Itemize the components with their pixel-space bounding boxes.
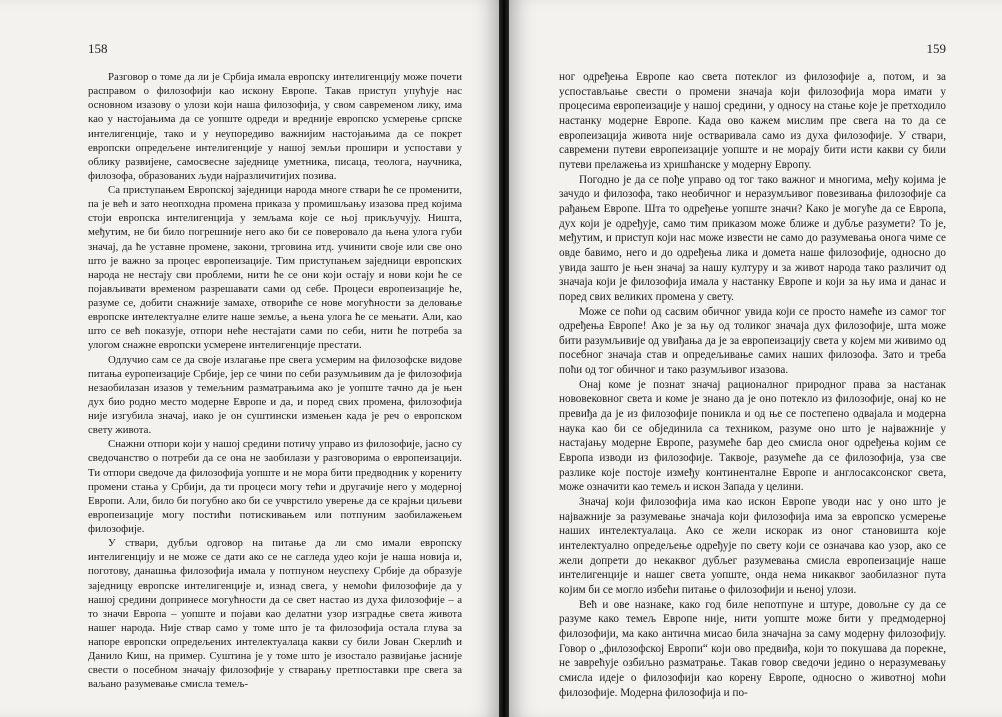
paragraph: Већ и ове назнаке, како год биле непотпуне и штуре, довољне су да се разуме како темељ Европе није, нити уопште може бити у предмодерној филозофији, ма како антична мисао била значајна за саму модерну филозофију. Говор о „филозофској Европи“ који ово предвиђа, који то покушава да порекне, не заврећује озбиљно разматрање. Такав говор сведочи једино о неразумевању смисла идеје о филозофији као корену Европе, односно о животној моћи филозофије. Модерна филозофија и по- (559, 598, 946, 699)
paragraph: У ствари, дубљи одговор на питање да ли смо имали европску интелигенцију и не може се дати ако се не сагледа удео који је наша новија и, поготову, данашња филозофија имала у потпуном неуспеху Србије да образује заједницу европске интелигенције и, изнад свега, у немоћи филозофије да у нашој средини допринесе могућности да се свет настао из духа филозофије – а то значи Европа – уопште и појави као делатни узор изградње света живота нашег народа. Није ствар само у томе што је та филозофија остала глува за напоре европски опредељених интелектуалаца какви су били Јован Скерлић и Данило Киш, на пример. Суштина је у томе што је изостало развијање јасније свести о посебном значају филозофије у стварању претпоставки пре свега за ваљано разумевање смисла темељ- (88, 537, 462, 691)
paragraph: Значај који филозофија има као искон Европе уводи нас у оно што је најважније за разумевање значаја који филозофија има за европско усмерење наших интелектуалаца. Ако се жели искорак из оног становишта које интелектуално опредељење одређује по свету који се означава као узор, ако се жели допрети до некаквог дубљег разумевања смисла европеизације наше интелигенције и нашег света уопште, онда нема никаквог заобилазног пута којим би се могло избећи питање о филозофији и њеној улози. (559, 496, 946, 596)
book-gutter (499, 0, 509, 717)
left-page (0, 0, 499, 717)
page-number: 159 (926, 41, 946, 56)
page-number: 158 (88, 41, 108, 56)
page-body (559, 70, 946, 700)
paragraph: Разговор о томе да ли је Србија имала европску интелигенцију може почети расправом о филозофији као искону Европе. Такав приступ упућује нас основном изазову о улози који наша филозофија, у свом савременом лику, има као у настојањима да се уопште одреди и вредније европско усмерење српске интелигенције, тако и у неупоредиво важнијим настојањима да се покрет европски опредељене интелигенције у нашој земљи прошири и успостави у облику развијене, самосвесне заједнице уметника, писаца, теолога, научника, филозофа, образованих људи најразличитијих позива. (88, 71, 462, 182)
paragraph: Са приступањем Европској заједници народа многе ствари ће се променити, па је већ и зато неопходна промена приказа у промишљању изазова пред којима стоји европска интелигенција у земљама које се њој прикључују. Ништа, међутим, не би било погрешније него ако би се поверовало да њена улога губи значај, да ће уставне промене, закони, трговина итд. учинити своје или све оно што је важно за процес европеизације. Тим приступањем заједници европских народа не нестају сви проблеми, нити ће се они који остају и нови који ће се појављивати временом разрешавати сами од себе. Процеси европеизације ће, разуме се, добити снажније замахе, отвориће се нове могућности за деловање европске интелектуалне елите наше земље, а њена улога ће се мењати. Али, као што се већ показује, отпори неће нестајати сами по себи, нити ће потреба за улогом снажне европски усмерене интелигенције престати. (88, 184, 462, 352)
paragraph: Снажни отпори који у нашој средини потичу управо из филозофије, јасно су сведочанство о потреби да се она не заобилази у разговорима о европеизацији. Ти отпори сведоче да филозофија уопште и не мора бити предводник у корениту промени стања у Србији, да ти процеси могу тећи и другачије него у модерној Европи. Али, било би погубно ако би се учврстило уверење да се крајњи циљеви европеизације могу постићи потискивањем или потпуним заобилажењем филозофије. (88, 438, 462, 535)
paragraph: Одлучио сам се да своје излагање пре свега усмерим на филозофске видове питања еуропеизације Србије, јер се чини по себи разумљивим да је филозофија незаобилазан изазов у темељним разматрањима ако је уопште тачно да је њен дух био родно место модерне Европе и да, и поред свих промена, филозофија није изгубила значај, иако је он суштински измењен када је реч о европском свету живота. (88, 353, 462, 437)
page-body (88, 70, 462, 692)
paragraph: Онај коме је познат значај рационалног природног права за настанак нововековног света и коме је знано да је оно потекло из филозофије, онај ко не превиђа да је из филозофије поникла и од ње се постепено одвајала и модерна наука као би се објединила са техником, разуме оно што је најважније у настајању модерне Европе, разумеће бар део смисла оног одређења којим се Европа изводи из филозофије. Таквоје, разумеће да се филозофија, уза све разлике које постоје између континенталне Европе и англосаксонског света, може означити као темељ и искон Запада у целини. (559, 378, 946, 494)
paragraph: Погодно је да се пође управо од тог тако важног и многима, међу којима је зачудо и филозофа, тако необичног и неразумљивог повезивања филозофије са рађањем Европе. Шта то одређење уопште значи? Како је могуће да се Европа, дух који је одређује, само тим приказом може ближе и дубље разумети? То је, међутим, и приступ који нас може извести не само до разумевања онога чиме се овде бавимо, него и до одређења лика и домета наше филозофије, односно до увида зашто је њен значај за нашу културу и за живот народа тако различит од значаја који је филозофија имала у настанку Европе и који за њу има и данас и поред свих великих промена у свету. (559, 173, 946, 303)
paragraph: ног одређења Европе као света потеклог из филозофије а, потом, и за успостављање свести о промени значаја који филозофија мора имати у процесима европеизације у нашој средини, у односу на стање које је претходило настанку модерне Европе. Када ово кажем мислим пре свега на то да се европеизација живота није остваривала само из духа филозофије. У ствари, савремени путеви европеизације уопште и не морају бити исти какви су били путеви прелажења из хришћанске у модерну Европу. (559, 71, 946, 171)
right-page (509, 0, 1002, 717)
paragraph: Може се поћи од сасвим обичног увида који се просто намеће из самог тог одређења Европе! Ако је за њу од толиког значаја дух филозофије, шта може бити разумљивије од увиђања да је за европеизацију света у којем ми живимо од посебног значаја став и опредељивање самих наших филозофа. Зато и треба поћи од тог обичног и тако разумљивог изазова. (559, 305, 946, 377)
